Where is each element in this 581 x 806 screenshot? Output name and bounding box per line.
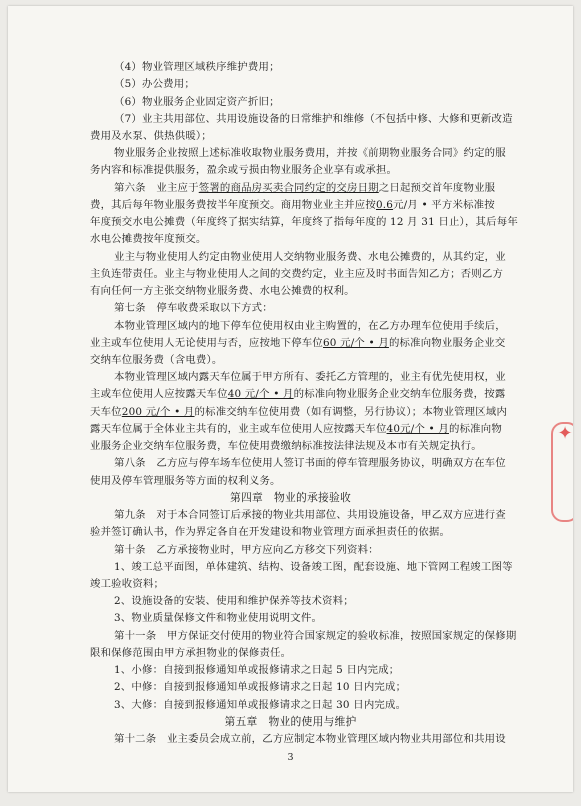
text-line: 限和保修范围由甲方承担物业的保修责任。 xyxy=(90,646,292,659)
chapter-heading: 第五章 物业的使用与维护 xyxy=(224,714,357,728)
text-line: 有向任何一方主张交纳物业服务费、水电公摊费的权利。 xyxy=(90,285,355,297)
text-line: 物业服务企业按照上述标准收取物业服务费用，并按《前期物业服务合同》约定的服 xyxy=(114,147,506,160)
text-line xyxy=(90,336,573,350)
text-line xyxy=(90,422,573,436)
document-page xyxy=(8,6,573,792)
fee-text: 费，其后每年物业服务费按半年度预交。商用物业业主并应按 xyxy=(90,198,376,211)
text-line: 第十条 乙方承接物业时，甲方应向乙方移交下列资料： xyxy=(114,543,379,556)
text-line: 2、设施设备的安装、使用和维护保养等技术资料； xyxy=(114,595,354,608)
text-line: 费用及水泵、供热供暖）； xyxy=(90,129,212,142)
common-tail: 的标准向物 xyxy=(448,422,502,435)
common-fee-fill: 40元/个 • 月 xyxy=(386,422,449,435)
text-line: 交纳车位服务费（含电费）。 xyxy=(90,353,223,366)
outdoor-tail: 的标准向物业服务企业交纳车位服务费，按露 xyxy=(293,388,506,401)
outdoor-alt-tail: 的标准交纳车位使用费（如有调整，另行协议）；本物业管理区域内 xyxy=(194,405,508,418)
text-line xyxy=(90,387,573,401)
text-line: 第十二条 业主委员会成立前，乙方应制定本物业管理区域内物业共用部位和共用设 xyxy=(114,733,506,745)
underground-fee-fill: 60 元/个 • 月 xyxy=(323,336,389,349)
text-line: 主负连带责任。业主与物业使用人之间的交费约定，业主应及时书面告知乙方；否则乙方 xyxy=(90,267,504,280)
water-rate-fill: 0.6 xyxy=(375,198,394,211)
page-number: 3 xyxy=(287,752,294,763)
text-line: 3、大修：自接到报修通知单或报修请求之日起 30 日内完成。 xyxy=(114,698,407,711)
text-line: 2、中修：自接到报修通知单或报修请求之日起 10 日内完成； xyxy=(114,681,407,694)
red-seal-stamp: ✦ xyxy=(551,422,573,522)
text-line: 第九条 对于本合同签订后承接的物业共用部位、共用设施设备，甲乙双方应进行查 xyxy=(114,509,506,521)
text-line xyxy=(90,405,573,419)
parking-text: 业主或车位使用人无论使用与否，应按地下停车位 xyxy=(90,336,323,349)
text-line: 第七条 停车收费采取以下方式： xyxy=(114,302,273,315)
outdoor-text: 主或车位使用人应按露天车位 xyxy=(90,388,228,401)
text-line: 本物业管理区域内露天车位属于甲方所有、委托乙方管理的，业主有优先使用权，业 xyxy=(114,371,506,384)
text-line: 使用及停车管理服务等方面的权利义务。 xyxy=(90,474,281,487)
text-line: 第八条 乙方应与停车场车位使用人签订书面的停车管理服务协议，明确双方在车位 xyxy=(114,457,506,470)
outdoor-alt-fill: 200 元/个 • 月 xyxy=(121,405,195,418)
text-line: 水电公摊费按年度预交。 xyxy=(90,233,207,246)
text-line: （6）物业服务企业固定资产折旧； xyxy=(114,95,280,108)
text-line: 务内容和标准提供服务，盈余或亏损由物业服务企业享有或承担。 xyxy=(90,164,398,177)
text-line: 3、物业质量保修文件和物业使用说明文件。 xyxy=(114,612,323,625)
parking-tail: 的标准向物业服务企业交 xyxy=(388,336,506,349)
text-line: （7）业主共用部位、共用设施设备的日常维护和维修（不包括中修、大修和更新改造 xyxy=(114,112,513,125)
article-6-tail: 之日起预交首年度物业服 xyxy=(378,181,496,194)
outdoor-fee-fill: 40 元/个 • 月 xyxy=(227,388,294,401)
text-line: 竣工验收资料； xyxy=(90,577,165,590)
text-line: 验并签订确认书，作为界定各自在开发建设和物业管理方面承担责任的依据。 xyxy=(90,526,451,539)
text-line: 年度预交水电公摊费（年度终了据实结算，年度终了指每年度的 12 月 31 日止），其后每年 xyxy=(90,216,518,229)
text-line: 1、小修：自接到报修通知单或报修请求之日起 5 日内完成； xyxy=(114,664,400,677)
text-line: 1、竣工总平面图，单体建筑、结构、设备竣工图，配套设施、地下管网工程竣工图等 xyxy=(114,560,513,573)
text-line: 第十一条 甲方保证交付使用的物业符合国家规定的验收标准，按照国家规定的保修期 xyxy=(114,629,517,642)
text-line: 业服务企业交纳车位服务费，车位使用费缴纳标准按法律法规及本市有关规定执行。 xyxy=(90,440,482,453)
delivery-date-fill: 签署的商品房买卖合同约定的交房日期 xyxy=(198,181,379,194)
text-line: 业主与物业使用人约定由物业使用人交纳物业服务费、水电公摊费的，从其约定，业 xyxy=(114,250,506,263)
text-line: （4）物业管理区域秩序维护费用； xyxy=(114,61,280,73)
fee-tail: 元/月 • 平方米标准按 xyxy=(393,198,495,211)
article-6-line xyxy=(114,181,573,195)
text-line xyxy=(90,198,573,212)
common-text: 露天车位属于全体业主共有的，业主或车位使用人应按露天车位 xyxy=(90,422,387,435)
article-6-lead: 第六条 业主应于 xyxy=(114,181,199,194)
outdoor-alt-lead: 天车位 xyxy=(90,405,122,418)
text-line: 本物业管理区域内的地下停车位使用权由业主购置的，在乙方办理车位使用手续后， xyxy=(114,319,506,332)
text-line: （5）办公费用； xyxy=(114,78,195,91)
chapter-heading: 第四章 物业的承接验收 xyxy=(230,490,351,504)
